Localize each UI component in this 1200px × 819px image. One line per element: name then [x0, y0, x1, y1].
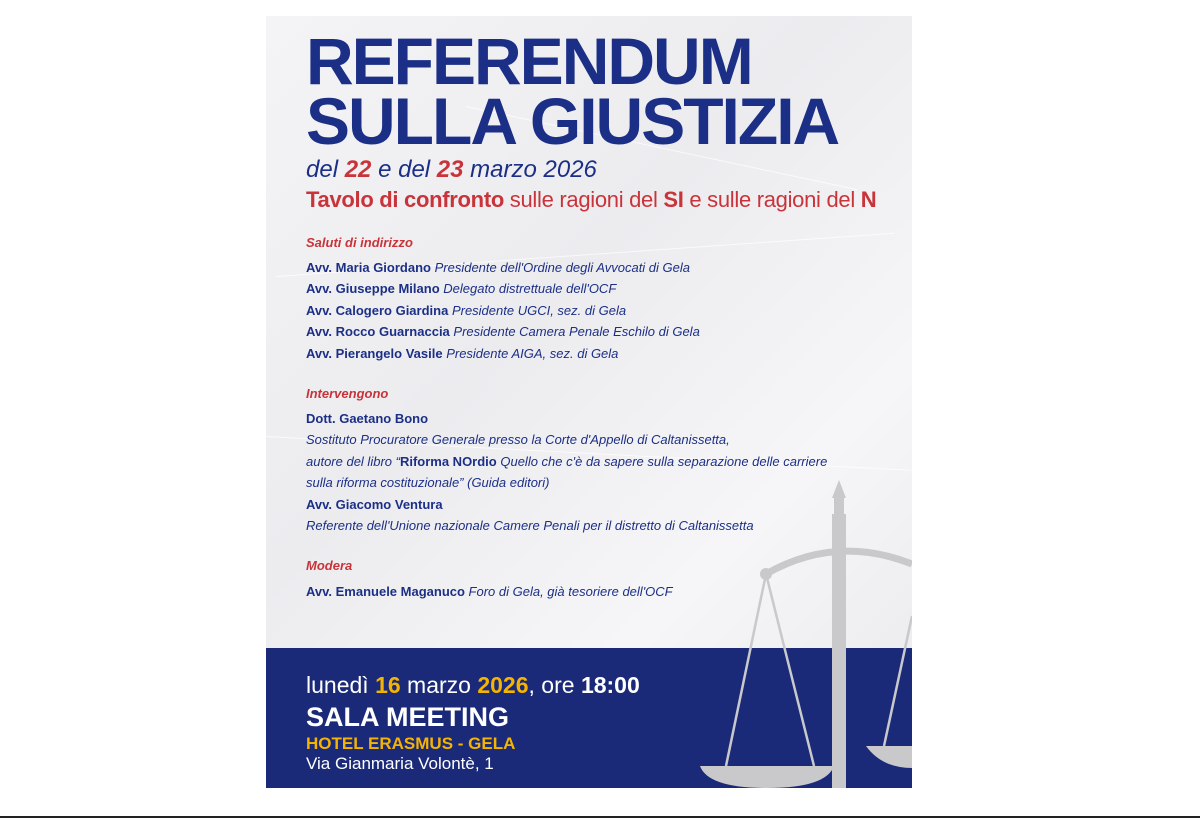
title-line-2: SULLA GIUSTIZIA [306, 84, 839, 158]
scales-of-justice-icon [686, 476, 912, 788]
speaker-role: sulla riforma costituzionale” (Guida editori) [306, 475, 550, 490]
event-date-time: lunedì 16 marzo 2026, ore 18:00 [306, 672, 640, 698]
event-hotel: HOTEL ERASMUS - GELA [306, 734, 516, 753]
speaker-role: Sostituto Procuratore Generale presso la Corte d'Appello di Caltanissetta, [306, 432, 730, 447]
speaker-role: Referente dell'Unione nazionale Camere Penali per il distretto di Caltanissetta [306, 518, 754, 533]
saluti-item: Avv. Maria Giordano Presidente dell'Ordine degli Avvocati di Gela [306, 260, 691, 275]
saluti-item: Avv. Rocco Guarnaccia Presidente Camera Penale Eschilo di Gela [306, 324, 700, 339]
speaker-name: Dott. Gaetano Bono [306, 411, 429, 426]
title-line-1: REFERENDUM [306, 24, 752, 98]
intervengono-heading: Intervengono [306, 386, 389, 401]
saluti-item: Avv. Pierangelo Vasile Presidente AIGA, sez. di Gela [306, 346, 619, 361]
referendum-dates: del 22 e del 23 marzo 2026 [306, 156, 597, 183]
event-venue: SALA MEETING [306, 702, 510, 732]
speaker-role: autore del libro “Riforma NOrdio Quello che c'è da sapere sulla separazione delle carriere [306, 454, 828, 469]
event-address: Via Gianmaria Volontè, 1 [306, 754, 494, 773]
saluti-item: Avv. Giuseppe Milano Delegato distrettuale dell'OCF [306, 281, 617, 296]
bottom-rule [0, 816, 1200, 818]
saluti-item: Avv. Calogero Giardina Presidente UGCI, sez. di Gela [306, 303, 627, 318]
subtitle: Tavolo di confronto sulle ragioni del SI e sulle ragioni del N [306, 187, 877, 212]
saluti-heading: Saluti di indirizzo [306, 235, 413, 250]
speaker-name: Avv. Giacomo Ventura [306, 497, 443, 512]
moderator: Avv. Emanuele Maganuco Foro di Gela, già tesoriere dell'OCF [306, 584, 673, 599]
modera-heading: Modera [306, 558, 353, 573]
referendum-poster [266, 16, 912, 788]
